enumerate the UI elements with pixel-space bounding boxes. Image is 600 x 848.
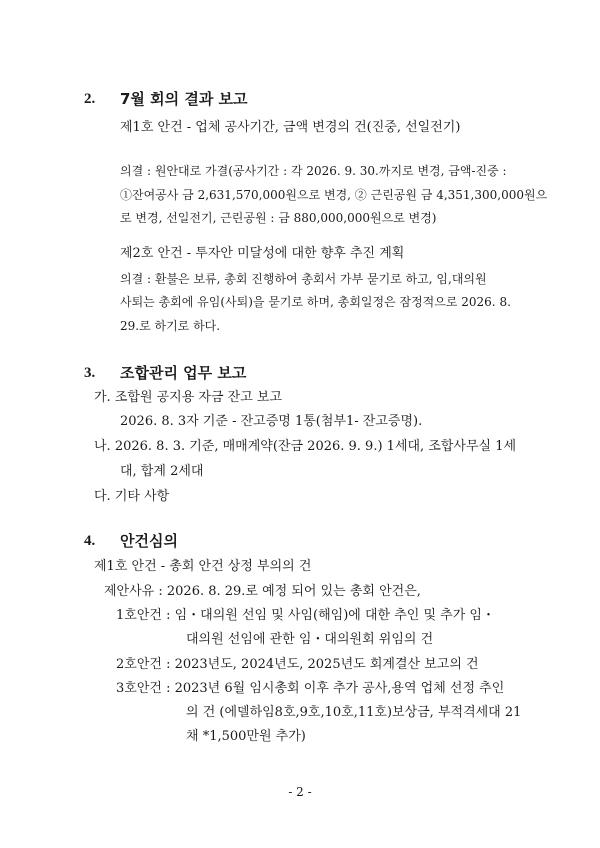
section-3-number: 3.	[84, 365, 96, 381]
section-2-item-1-decision-line: 의결 : 원안대로 가결(공사기간 : 각 2026. 9. 30.까지로 변경, 금액-진중 :	[120, 164, 507, 178]
section-2-item-1-decision-line: 로 변경, 선일전기, 근린공원 : 금 880,000,000원으로 변경)	[120, 211, 437, 225]
section-3-item-na-line: 대, 합계 2세대	[120, 464, 204, 479]
section-2-item-2-decision-line: 의결 : 환불은 보류, 총회 진행하여 총회서 가부 묻기로 하고, 임,대의원	[120, 272, 487, 286]
section-2-item-2-decision-line: 29.로 하기로 하다.	[120, 319, 221, 333]
section-3-item-da: 다. 기타 사항	[94, 489, 170, 504]
section-2-number: 2.	[84, 91, 96, 107]
section-4-agenda-line: 3호안건 : 2023년 6월 임시총회 이후 추가 공사,용역 업체 선정 추인	[116, 681, 505, 696]
section-2-item-2-title: 제2호 안건 - 투자안 미달성에 대한 향후 추진 계획	[120, 246, 405, 261]
section-2-item-1-decision-line: ①잔여공사 금 2,631,570,000원으로 변경, ② 근린공원 금 4,351,300,000원으	[120, 188, 548, 202]
section-4-agenda-line: 2호안건 : 2023년도, 2024년도, 2025년도 회계결산 보고의 건	[116, 657, 479, 672]
section-3-item-ga: 가. 조합원 공지용 자금 잔고 보고	[94, 390, 283, 405]
section-4-item-1-title: 제1호 안건 - 총회 안건 상정 부의의 건	[94, 559, 312, 574]
section-4-proposal-reason: 제안사유 : 2026. 8. 29.로 예정 되어 있는 총회 안건은,	[104, 584, 421, 599]
section-3-item-ga-detail: 2026. 8. 3자 기준 - 잔고증명 1통(첨부1- 잔고증명).	[120, 414, 423, 429]
section-4-agenda-line: 대의원 선임에 관한 임・대의원회 위임의 건	[186, 632, 434, 647]
section-3-title: 조합관리 업무 보고	[120, 364, 247, 382]
section-4-agenda-line: 채 *1,500만원 추가)	[186, 729, 306, 744]
section-2-item-2-decision-line: 사퇴는 총회에 유임(사퇴)을 묻기로 하며, 총회일정은 잠정적으로 2026. 8.	[120, 295, 511, 309]
section-3-item-na-line: 나. 2026. 8. 3. 기준, 매매계약(잔금 2026. 9. 9.) 1세대, 조합사무실 1세	[94, 439, 517, 454]
page-number: - 2 -	[288, 785, 312, 799]
section-2-item-1-title: 제1호 안건 - 업체 공사기간, 금액 변경의 건(진중, 선일전기)	[120, 120, 461, 135]
section-4-number: 4.	[84, 533, 96, 549]
section-4-agenda-line: 의 건 (에델하임8호,9호,10호,11호)보상금, 부적격세대 21	[186, 705, 522, 720]
section-2-title: 7월 회의 결과 보고	[120, 90, 248, 108]
section-4-title: 안건심의	[120, 532, 178, 550]
section-4-agenda-line: 1호안건 : 임・대의원 선임 및 사임(해임)에 대한 추인 및 추가 임・	[116, 608, 495, 623]
